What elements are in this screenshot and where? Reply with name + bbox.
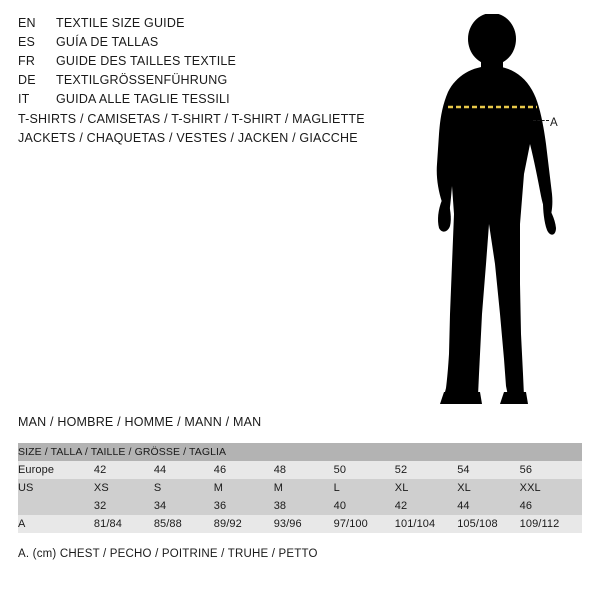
size-table: [18, 443, 582, 533]
language-row: [18, 35, 378, 54]
table-cell: 46: [214, 461, 274, 479]
category-line-jackets: JACKETS / CHAQUETAS / VESTES / JACKEN / GIACCHE: [18, 131, 358, 145]
language-code: FR: [18, 54, 36, 68]
category-line-tshirts: T-SHIRTS / CAMISETAS / T-SHIRT / T-SHIRT / MAGLIETTE: [18, 112, 365, 126]
table-cell: XL: [457, 479, 519, 497]
table-cell: 38: [274, 497, 334, 515]
table-cell: 54: [457, 461, 519, 479]
table-cell: 40: [334, 497, 395, 515]
table-cell: XXL: [520, 479, 582, 497]
table-cell: 50: [334, 461, 395, 479]
measure-label-a: A: [550, 117, 559, 129]
table-cell: 89/92: [214, 515, 274, 533]
table-cell: M: [214, 479, 274, 497]
table-cell: 46: [520, 497, 582, 515]
table-cell: 93/96: [274, 515, 334, 533]
language-title: TEXTILGRÖSSENFÜHRUNG: [56, 73, 228, 87]
table-header-row: [18, 443, 582, 461]
table-cell: 109/112: [520, 515, 582, 533]
language-code: ES: [18, 35, 36, 49]
language-code: IT: [18, 92, 30, 106]
table-cell: 44: [154, 461, 214, 479]
language-row: [18, 54, 378, 73]
table-cell: 44: [457, 497, 519, 515]
row-label: A: [18, 515, 94, 533]
table-cell: 42: [395, 497, 457, 515]
table-header-label: SIZE / TALLA / TAILLE / GRÖSSE / TAGLIA: [18, 443, 582, 461]
language-title: GUÍA DE TALLAS: [56, 35, 159, 49]
language-row: [18, 73, 378, 92]
table-cell: L: [334, 479, 395, 497]
row-label: [18, 497, 94, 515]
table-row: [18, 479, 582, 497]
footnote-chest-measure: A. (cm) CHEST / PECHO / POITRINE / TRUHE / PETTO: [18, 548, 318, 560]
language-list: [18, 16, 378, 111]
silhouette-icon: [400, 14, 585, 404]
table-title: MAN / HOMBRE / HOMME / MANN / MAN: [18, 415, 262, 429]
language-row: [18, 92, 378, 111]
table-cell: 42: [94, 461, 154, 479]
table-row: [18, 515, 582, 533]
table-cell: XL: [395, 479, 457, 497]
male-silhouette-figure: [400, 14, 585, 404]
table-cell: 97/100: [334, 515, 395, 533]
table-cell: 48: [274, 461, 334, 479]
language-code: EN: [18, 16, 36, 30]
table-cell: 56: [520, 461, 582, 479]
table-cell: 32: [94, 497, 154, 515]
row-label: US: [18, 479, 94, 497]
row-label: Europe: [18, 461, 94, 479]
table-cell: 101/104: [395, 515, 457, 533]
table-row: [18, 461, 582, 479]
language-title: GUIDE DES TAILLES TEXTILE: [56, 54, 237, 68]
table-cell: 85/88: [154, 515, 214, 533]
table-cell: M: [274, 479, 334, 497]
table-cell: 52: [395, 461, 457, 479]
table-cell: 36: [214, 497, 274, 515]
language-title: GUIDA ALLE TAGLIE TESSILI: [56, 92, 230, 106]
table-cell: S: [154, 479, 214, 497]
table-row: [18, 497, 582, 515]
measure-dash-icon: [533, 120, 549, 121]
table-cell: 34: [154, 497, 214, 515]
table-cell: XS: [94, 479, 154, 497]
category-list: [18, 112, 418, 150]
table-cell: 81/84: [94, 515, 154, 533]
language-code: DE: [18, 73, 36, 87]
language-title: TEXTILE SIZE GUIDE: [56, 16, 185, 30]
table-cell: 105/108: [457, 515, 519, 533]
language-row: [18, 16, 378, 35]
